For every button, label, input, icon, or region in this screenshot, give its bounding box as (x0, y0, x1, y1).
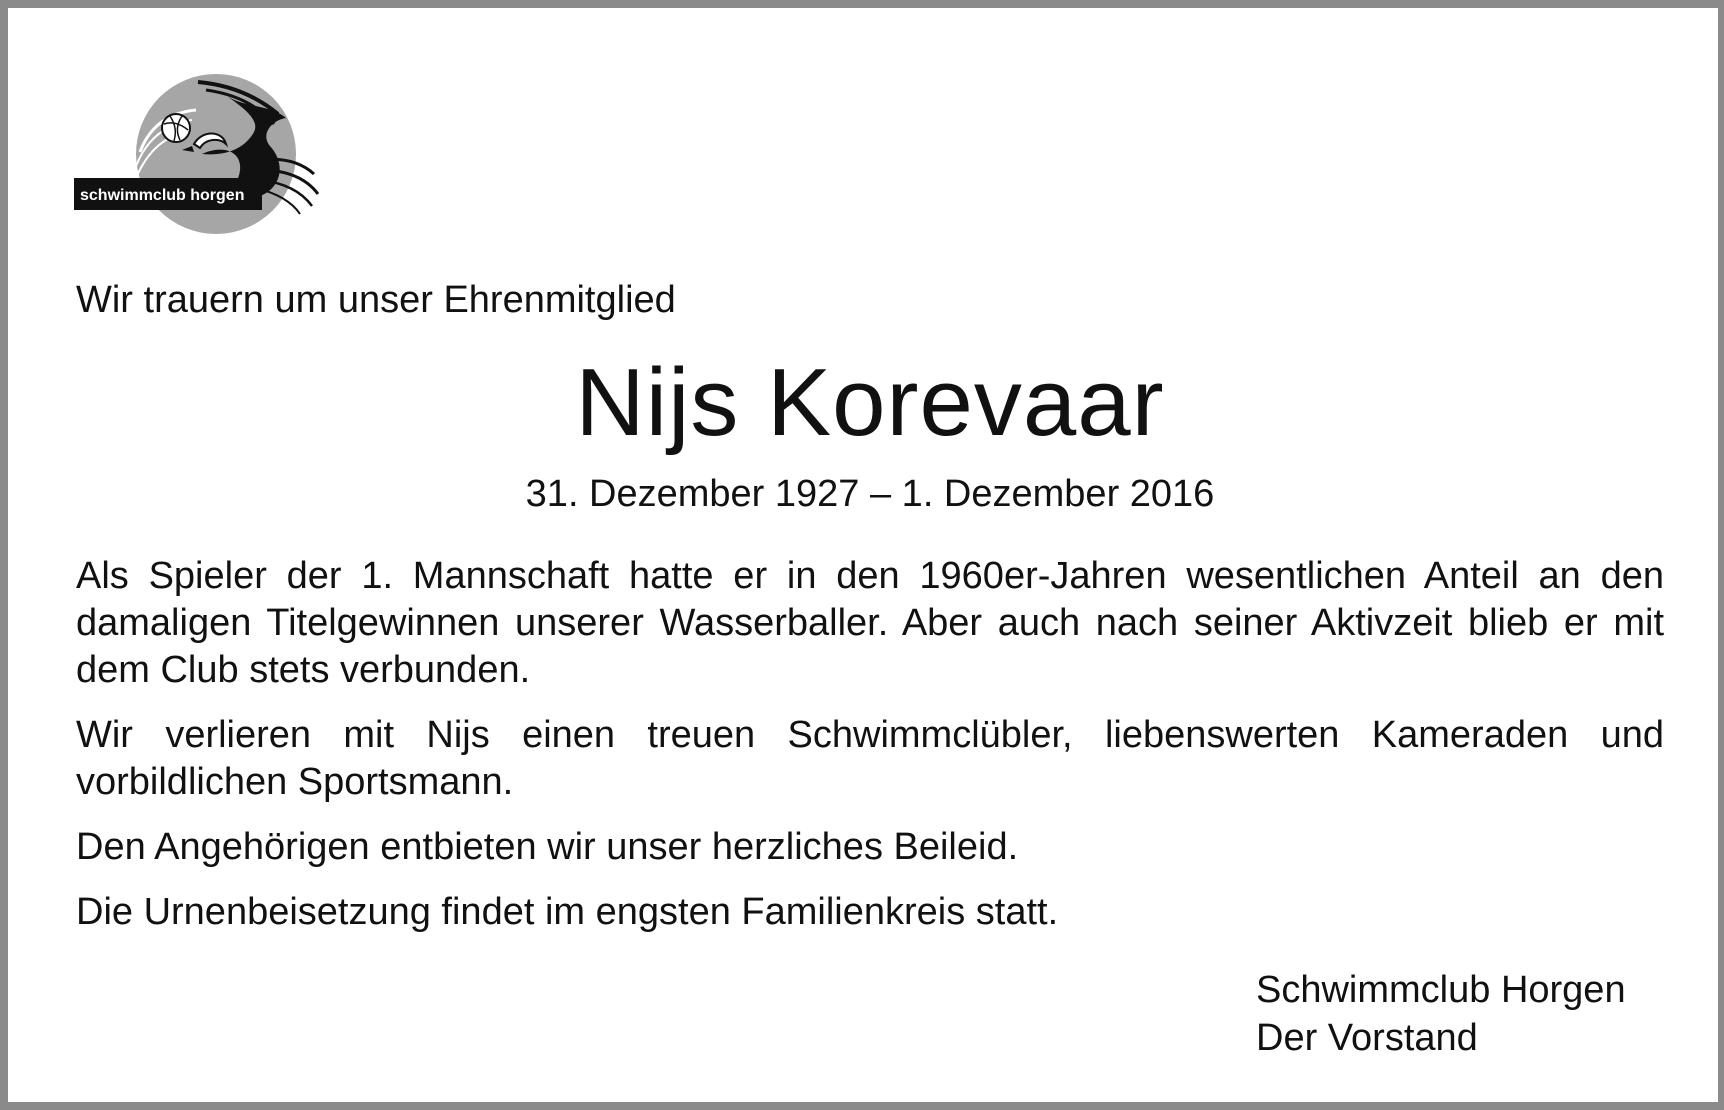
signature-block (1256, 966, 1626, 1062)
signature-board: Der Vorstand (1256, 1017, 1478, 1059)
deceased-name: Nijs Korevaar (575, 349, 1165, 456)
intro-line: Wir trauern um unser Ehrenmitglied (76, 279, 676, 321)
paragraph-condolence: Den Angehörigen entbieten wir unser herzliches Beileid. (76, 826, 1019, 868)
life-dates: 31. Dezember 1927 – 1. Dezember 2016 (525, 473, 1215, 515)
obituary-body (76, 553, 1664, 954)
paragraph-tribute: Wir verlieren mit Nijs einen treuen Schwimmclübler, liebenswerten Kameraden und vorbildlichen Sportsmann. (76, 714, 1664, 803)
logo-label: schwimmclub horgen (80, 187, 245, 204)
schwimmclub-horgen-logo (74, 74, 354, 240)
paragraph-burial: Die Urnenbeisetzung findet im engsten Familienkreis statt. (76, 891, 1059, 933)
paragraph-career: Als Spieler der 1. Mannschaft hatte er in den 1960er-Jahren wesentlichen Anteil an den damaligen Titelgewinnen unserer Wasserballer. Aber auch nach seiner Aktivzeit blieb er mit dem Club stets verbunden. (76, 555, 1664, 691)
signature-club: Schwimmclub Horgen (1256, 969, 1626, 1011)
